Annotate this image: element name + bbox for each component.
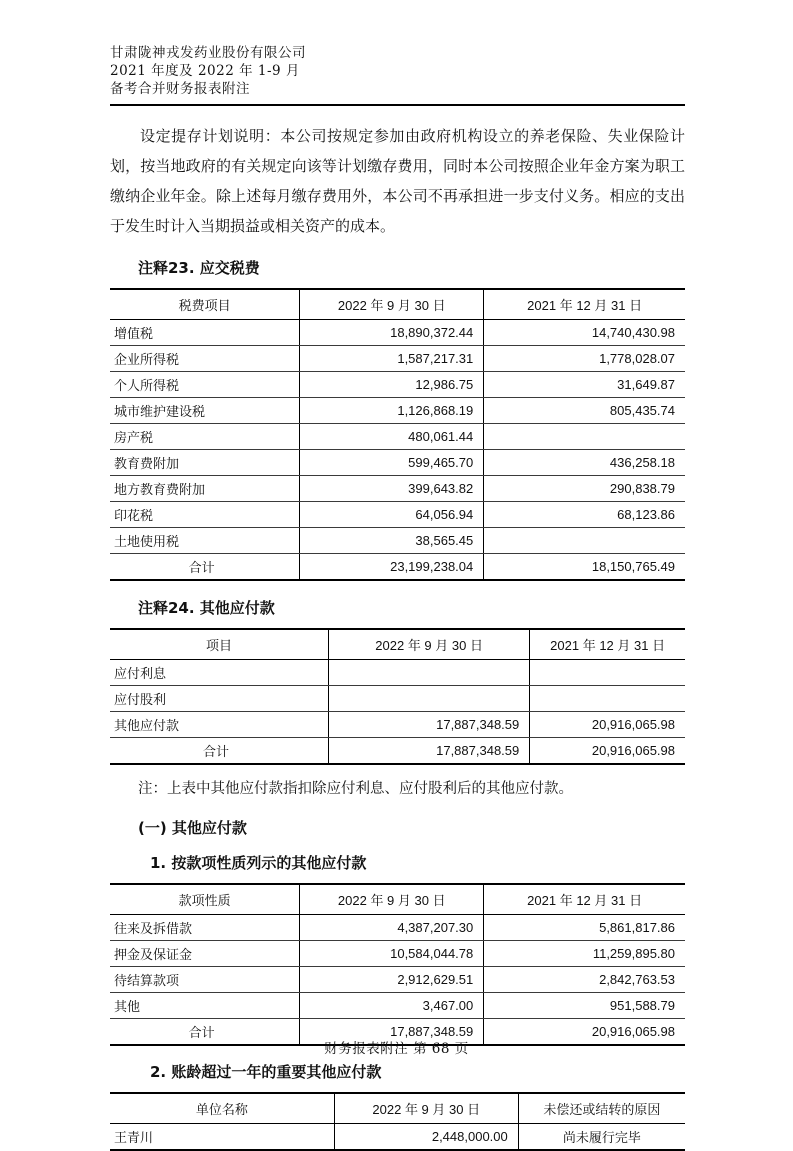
table-cell: 待结算款项 — [110, 967, 300, 993]
table-row — [110, 372, 685, 398]
table-row — [110, 993, 685, 1019]
table-cell: 2,842,763.53 — [484, 967, 685, 993]
table-row — [110, 346, 685, 372]
other-payables-by-nature-table — [110, 883, 685, 1046]
table-cell — [530, 686, 685, 712]
table-cell: 教育费附加 — [110, 450, 300, 476]
column-header: 2022 年 9 月 30 日 — [300, 289, 484, 320]
table-cell: 64,056.94 — [300, 502, 484, 528]
table-cell: 1,778,028.07 — [484, 346, 685, 372]
column-header: 2021 年 12 月 31 日 — [484, 884, 685, 915]
table-cell: 38,565.45 — [300, 528, 484, 554]
report-period: 2021 年度及 2022 年 1-9 月 — [110, 63, 300, 79]
table-row — [110, 686, 685, 712]
table-cell — [329, 660, 530, 686]
table-cell — [484, 528, 685, 554]
company-name: 甘肃陇神戎发药业股份有限公司 — [110, 45, 306, 61]
other-payables-note: 注：上表中其他应付款指扣除应付利息、应付股利后的其他应付款。 — [138, 781, 573, 797]
table-cell: 20,916,065.98 — [530, 712, 685, 738]
aged-over-one-year-payables-table — [110, 1092, 685, 1151]
table-row — [110, 476, 685, 502]
table-cell: 尚未履行完毕 — [518, 1124, 685, 1151]
table-cell: 2,912,629.51 — [300, 967, 484, 993]
column-header: 2022 年 9 月 30 日 — [300, 884, 484, 915]
table-cell: 其他应付款 — [110, 712, 329, 738]
table-cell: 805,435.74 — [484, 398, 685, 424]
table-cell: 个人所得税 — [110, 372, 300, 398]
header-divider — [110, 104, 685, 106]
table-row — [110, 1124, 685, 1151]
column-header: 税费项目 — [110, 289, 300, 320]
aged-over-one-year-title: 2. 账龄超过一年的重要其他应付款 — [150, 1063, 382, 1081]
table-cell: 土地使用税 — [110, 528, 300, 554]
note23-title: 注释23. 应交税费 — [138, 259, 260, 277]
table-row — [110, 712, 685, 738]
table-cell: 增值税 — [110, 320, 300, 346]
table-cell: 印花税 — [110, 502, 300, 528]
table-cell: 23,199,238.04 — [300, 554, 484, 581]
table-row — [110, 398, 685, 424]
table-cell: 押金及保证金 — [110, 941, 300, 967]
table-cell: 399,643.82 — [300, 476, 484, 502]
table-cell: 14,740,430.98 — [484, 320, 685, 346]
column-header: 2022 年 9 月 30 日 — [334, 1093, 518, 1124]
table-row — [110, 967, 685, 993]
table-cell: 地方教育费附加 — [110, 476, 300, 502]
payables-by-nature-title: 1. 按款项性质列示的其他应付款 — [150, 854, 367, 872]
other-payables-summary-table — [110, 628, 685, 765]
column-header: 2022 年 9 月 30 日 — [329, 629, 530, 660]
column-header: 单位名称 — [110, 1093, 334, 1124]
table-cell: 3,467.00 — [300, 993, 484, 1019]
table-row — [110, 424, 685, 450]
table-cell: 12,986.75 — [300, 372, 484, 398]
table-cell: 4,387,207.30 — [300, 915, 484, 941]
table-cell: 11,259,895.80 — [484, 941, 685, 967]
table-header-row — [110, 289, 685, 320]
table-cell: 599,465.70 — [300, 450, 484, 476]
doc-header — [110, 44, 685, 98]
table-row — [110, 528, 685, 554]
table-cell — [329, 686, 530, 712]
table-cell: 68,123.86 — [484, 502, 685, 528]
table-row — [110, 502, 685, 528]
table-cell: 1,587,217.31 — [300, 346, 484, 372]
table-cell: 合计 — [188, 1025, 215, 1040]
page-footer: 财务报表附注 第 68 页 — [324, 1041, 469, 1057]
table-cell: 房产税 — [110, 424, 300, 450]
other-payables-subsection-title: (一) 其他应付款 — [138, 819, 247, 837]
column-header: 项目 — [110, 629, 329, 660]
table-row — [110, 738, 685, 765]
table-cell: 2,448,000.00 — [334, 1124, 518, 1151]
table-row — [110, 941, 685, 967]
table-cell: 应付利息 — [110, 660, 329, 686]
taxes-payable-table — [110, 288, 685, 581]
table-cell: 20,916,065.98 — [530, 738, 685, 765]
table-cell: 18,150,765.49 — [484, 554, 685, 581]
table-row — [110, 554, 685, 581]
table-row — [110, 915, 685, 941]
table-cell: 王青川 — [114, 1130, 154, 1145]
table-cell: 1,126,868.19 — [300, 398, 484, 424]
column-header: 未偿还或结转的原因 — [518, 1093, 685, 1124]
table-cell — [484, 424, 685, 450]
table-cell: 企业所得税 — [110, 346, 300, 372]
table-header-row — [110, 884, 685, 915]
table-header-row — [110, 1093, 685, 1124]
column-header: 2021 年 12 月 31 日 — [484, 289, 685, 320]
table-cell: 5,861,817.86 — [484, 915, 685, 941]
table-cell: 480,061.44 — [300, 424, 484, 450]
table-cell: 应付股利 — [110, 686, 329, 712]
table-row — [110, 320, 685, 346]
table-cell: 290,838.79 — [484, 476, 685, 502]
table-cell: 合计 — [202, 744, 229, 759]
table-cell: 合计 — [188, 560, 215, 575]
table-cell: 其他 — [110, 993, 300, 1019]
table-header-row — [110, 629, 685, 660]
table-cell — [530, 660, 685, 686]
table-cell: 951,588.79 — [484, 993, 685, 1019]
table-cell: 31,649.87 — [484, 372, 685, 398]
table-cell: 436,258.18 — [484, 450, 685, 476]
column-header: 款项性质 — [110, 884, 300, 915]
defined-contribution-plan-paragraph: 设定提存计划说明：本公司按规定参加由政府机构设立的养老保险、失业保险计划，按当地政府的有关规定向该等计划缴存费用，同时本公司按照企业年金方案为职工缴纳企业年金。除上述每月缴存费用外，本公司不再承担进一步支付义务。相应的支出于发生时计入当期损益或相关资产的成本。 — [110, 127, 685, 235]
column-header: 2021 年 12 月 31 日 — [530, 629, 685, 660]
doc-title: 备考合并财务报表附注 — [110, 81, 250, 97]
table-cell: 20,916,065.98 — [484, 1019, 685, 1046]
table-cell: 17,887,348.59 — [300, 1019, 484, 1046]
table-cell: 10,584,044.78 — [300, 941, 484, 967]
table-cell: 17,887,348.59 — [329, 738, 530, 765]
note24-title: 注释24. 其他应付款 — [138, 599, 275, 617]
table-row — [110, 450, 685, 476]
table-cell: 往来及拆借款 — [110, 915, 300, 941]
table-cell: 18,890,372.44 — [300, 320, 484, 346]
table-cell: 17,887,348.59 — [329, 712, 530, 738]
table-cell: 城市维护建设税 — [110, 398, 300, 424]
table-row — [110, 660, 685, 686]
